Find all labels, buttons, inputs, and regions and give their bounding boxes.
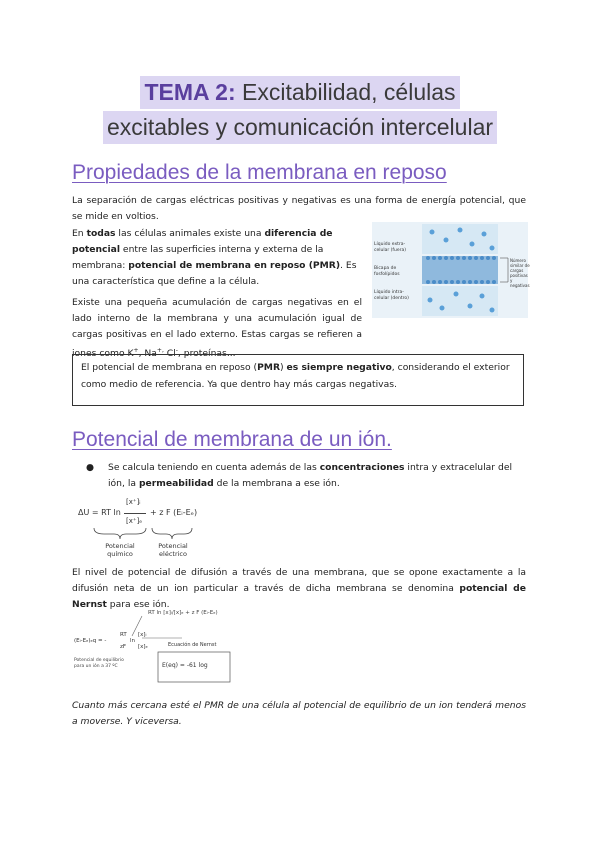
eq1-lhs: ΔU = RT ln (78, 508, 121, 517)
eq2-ln: ln (130, 638, 136, 644)
p4-bold-1: potencial de Nernst (72, 583, 526, 610)
section1-paragraph-3a (72, 295, 362, 362)
p3-mid: , Na (138, 348, 157, 360)
eq2-caption: Ecuación de Nernst (168, 642, 217, 648)
p3-text: Existe una pequeña acumulación de cargas negativas en el lado interno de la membrana y una acumulación igual de cargas positivas en el lado externo. Estas cargas se refieren a iones como K (72, 297, 362, 360)
figure-label-right: Número similar de cargas positivas y negativas (510, 258, 530, 288)
eq1-den: [x⁺]ₑ (126, 517, 143, 525)
box-text-1: El potencial de membrana en reposo ( (81, 362, 258, 373)
figure-label-top: Líquido extra-celular (fuera) (374, 242, 406, 253)
eq1-rhs: + z F (Eᵢ-Eₑ) (150, 508, 198, 517)
eq2-note: Potencial de equilibrio para un ión a 37 ºC (74, 658, 124, 669)
section1-paragraph-2 (72, 226, 368, 290)
equation-1 (74, 496, 214, 562)
eq2-frac-num: RT (120, 632, 127, 638)
p2-text-2: las células animales existe una (115, 228, 265, 239)
section1-heading: Propiedades de la membrana en reposo (72, 161, 447, 184)
title-line1-rest: Excitabilidad, células (235, 79, 456, 105)
eq1-label-electric: Potencial eléctrico (158, 542, 188, 558)
eq2-c-num: [x]ᵢ (138, 632, 147, 638)
box-bold-2: es siempre negativo (286, 362, 392, 373)
box-text-3: , considerando el exterior como medio de referencia. Ya que dentro hay más cargas negativas. (81, 362, 510, 390)
section2-closing-paragraph: Cuanto más cercana esté el PMR de una célula al potencial de equilibrio de un ion tenderá menos a moverse. Y viceversa. (72, 700, 526, 727)
title-prefix: TEMA 2: (144, 79, 236, 105)
p3-end: , proteínas... (177, 348, 236, 360)
p2-text-1: En (72, 228, 87, 239)
box-text-2: ) (280, 362, 287, 373)
section2-paragraph-nernst (72, 565, 526, 613)
bullet-list-item (86, 460, 530, 492)
title-line-1 (140, 76, 459, 109)
p2-bold-1: todas (86, 228, 116, 239)
eq1-num: [x⁺]ᵢ (126, 498, 141, 506)
figure-label-mid: Bicapa de fosfolípidos (374, 266, 400, 277)
bullet-text-3: de la membrana a ese ión. (213, 478, 340, 489)
eq1-label-chemical: Potencial químico (105, 542, 135, 558)
bullet-bold-1: concentraciones (319, 462, 405, 473)
pmr-note-box (72, 354, 524, 406)
p3-mid-2: Cl (163, 348, 176, 360)
nernst-equation (72, 608, 242, 688)
title-line-2: excitables y comunicación intercelular (103, 111, 497, 144)
eq2-lhs: (Eᵢ-Eₑ)ₑq = - (74, 638, 107, 644)
p3-sup-3: - (175, 347, 178, 354)
membrane-figure (372, 222, 528, 318)
bullet-text-1: Se calcula teniendo en cuenta además de las (108, 462, 320, 473)
eq2-nernst: E(eq) = -61 log (162, 662, 208, 669)
bullet-text-2: intra y extracelular del ión, la (108, 462, 513, 489)
p3-sup-1: + (133, 347, 139, 354)
page-title (0, 76, 600, 146)
p2-bold-2: diferencia de potencial (72, 228, 333, 255)
figure-label-bottom: Líquido intra-celular (dentro) (374, 290, 409, 301)
eq2-top: RT ln [x]ᵢ/[x]ₑ + z F (Eᵢ-Eₑ) (148, 610, 218, 616)
eq2-c-den: [x]ₑ (138, 644, 148, 650)
bullet-bold-2: permeabilidad (138, 478, 214, 489)
bullet-text (108, 460, 530, 492)
eq2-frac-den: zF (120, 644, 127, 650)
p2-bold-3: potencial de membrana en reposo (PMR) (128, 260, 341, 271)
section1-paragraph-1: La separación de cargas eléctricas positivas y negativas es una forma de energía potencial, que se mide en voltios. (72, 195, 526, 222)
p4-text-1: El nivel de potencial de difusión a través de una membrana, que se opone exactamente a la difusión neta de un ion particular a través de dicha membrana se denomina (72, 567, 526, 594)
eq1-fraction-line (124, 513, 146, 514)
p2-text-3: entre las superficies interna y externa de la membrana: (72, 244, 324, 271)
p2-text-4: . Es una característica que define a la célula. (72, 260, 357, 287)
section2-heading: Potencial de membrana de un ión. (72, 428, 392, 451)
p3-sup-2: +, (156, 347, 164, 354)
bullet-icon: ● (86, 462, 95, 473)
box-bold-1: PMR (257, 362, 281, 373)
eq2-arrows (72, 608, 242, 688)
p4-text-2: para ese ión. (106, 599, 170, 610)
